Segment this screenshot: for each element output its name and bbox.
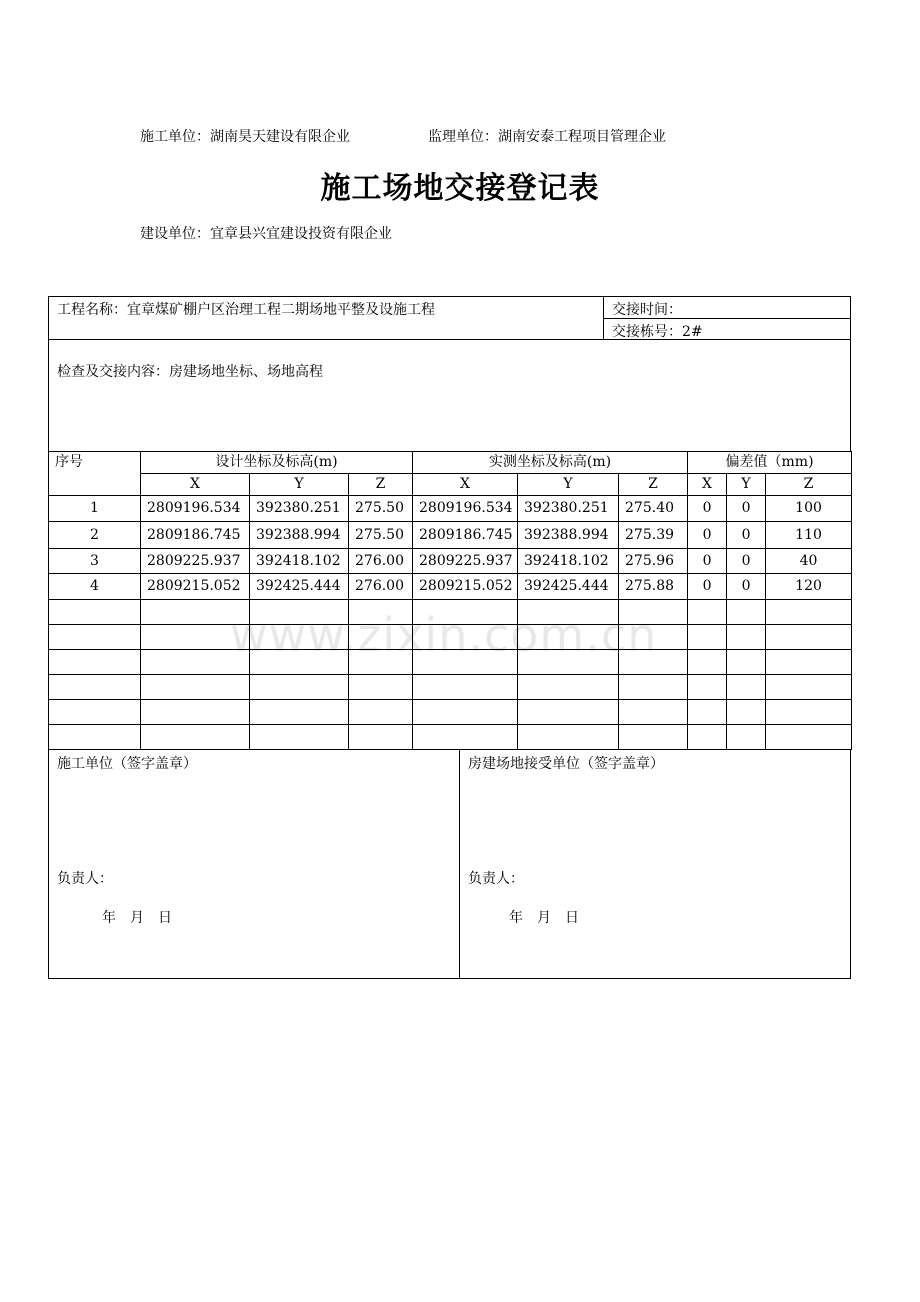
cell-deviation-y (727, 725, 766, 750)
cell-deviation-x: 0 (688, 574, 727, 600)
cell-measured-x (413, 700, 518, 725)
project-divider-main (48, 339, 851, 340)
cell-design-z: 275.50 (349, 522, 413, 549)
building-number: 交接栋号：2# (612, 324, 703, 340)
cell-seq (49, 600, 141, 625)
cell-measured-y (518, 700, 619, 725)
cell-deviation-x (688, 650, 727, 675)
cell-seq: 3 (49, 549, 141, 574)
cell-deviation-z (766, 675, 852, 700)
cell-seq (49, 725, 141, 750)
cell-design-z (349, 675, 413, 700)
cell-measured-y: 392425.444 (518, 574, 619, 600)
cell-deviation-x: 0 (688, 496, 727, 522)
table-row (49, 522, 852, 549)
subheader-measured-x: X (413, 474, 518, 496)
project-name: 工程名称：宜章煤矿棚户区治理工程二期场地平整及设施工程 (57, 302, 435, 318)
cell-deviation-y (727, 600, 766, 625)
cell-design-y: 392418.102 (250, 549, 349, 574)
cell-design-x (141, 675, 250, 700)
cell-measured-z: 275.39 (619, 522, 688, 549)
cell-deviation-y (727, 700, 766, 725)
cell-deviation-x: 0 (688, 522, 727, 549)
document-title: 施工场地交接登记表 (320, 171, 600, 206)
cell-deviation-z (766, 725, 852, 750)
cell-design-y (250, 675, 349, 700)
cell-deviation-y: 0 (727, 574, 766, 600)
cell-seq (49, 650, 141, 675)
cell-deviation-x (688, 700, 727, 725)
subheader-deviation-y: Y (727, 474, 766, 496)
cell-deviation-x: 0 (688, 549, 727, 574)
cell-deviation-y: 0 (727, 549, 766, 574)
coordinates-table (48, 451, 852, 750)
cell-deviation-z: 120 (766, 574, 852, 600)
cell-deviation-x (688, 625, 727, 650)
cell-seq (49, 625, 141, 650)
subheader-deviation-x: X (688, 474, 727, 496)
watermark-text: www.zixin.com.cn (230, 608, 658, 662)
receiving-sign-label: 房建场地接受单位（签字盖章） (468, 756, 664, 772)
deviation-header: 偏差值（mm) (688, 452, 852, 474)
supervision-unit-label: 监理单位：湖南安泰工程项目管理企业 (428, 129, 666, 145)
cell-design-x: 2809215.052 (141, 574, 250, 600)
cell-measured-x (413, 725, 518, 750)
table-row (49, 574, 852, 600)
cell-deviation-z (766, 700, 852, 725)
cell-measured-z (619, 725, 688, 750)
cell-seq: 2 (49, 522, 141, 549)
cell-design-y: 392380.251 (250, 496, 349, 522)
cell-measured-x: 2809196.534 (413, 496, 518, 522)
cell-seq (49, 675, 141, 700)
cell-measured-z: 275.40 (619, 496, 688, 522)
cell-design-y (250, 700, 349, 725)
table-row (49, 725, 852, 750)
cell-measured-x: 2809186.745 (413, 522, 518, 549)
cell-deviation-z (766, 625, 852, 650)
cell-deviation-y: 0 (727, 522, 766, 549)
cell-seq: 1 (49, 496, 141, 522)
cell-measured-x: 2809225.937 (413, 549, 518, 574)
signature-divider (459, 750, 460, 979)
cell-deviation-x (688, 600, 727, 625)
cell-design-z (349, 725, 413, 750)
cell-deviation-y (727, 625, 766, 650)
cell-design-z: 276.00 (349, 574, 413, 600)
cell-measured-y (518, 675, 619, 700)
cell-deviation-z (766, 650, 852, 675)
cell-measured-y: 392380.251 (518, 496, 619, 522)
cell-measured-z (619, 675, 688, 700)
cell-design-y: 392425.444 (250, 574, 349, 600)
cell-design-x: 2809186.745 (141, 522, 250, 549)
responsible-person-left: 负责人： (57, 871, 113, 887)
table-subheader-row (49, 474, 852, 496)
handover-time: 交接时间： (612, 302, 682, 318)
cell-measured-z: 275.88 (619, 574, 688, 600)
cell-measured-y (518, 725, 619, 750)
cell-measured-y: 392418.102 (518, 549, 619, 574)
cell-deviation-y (727, 650, 766, 675)
signature-box (48, 750, 851, 979)
table-row (49, 496, 852, 522)
cell-deviation-y: 0 (727, 496, 766, 522)
table-row (49, 675, 852, 700)
cell-measured-x (413, 675, 518, 700)
table-header-row (49, 452, 852, 474)
cell-design-z (349, 700, 413, 725)
cell-seq: 4 (49, 574, 141, 600)
cell-deviation-y (727, 675, 766, 700)
date-left: 年 月 日 (102, 910, 172, 926)
seq-header: 序号 (49, 452, 141, 496)
cell-design-z: 276.00 (349, 549, 413, 574)
cell-deviation-z: 110 (766, 522, 852, 549)
construction-unit-label: 施工单位：湖南昊天建设有限企业 (140, 129, 350, 145)
cell-deviation-z (766, 600, 852, 625)
inspection-content: 检查及交接内容：房建场地坐标、场地高程 (57, 364, 323, 380)
cell-measured-y: 392388.994 (518, 522, 619, 549)
cell-deviation-z: 40 (766, 549, 852, 574)
subheader-design-y: Y (250, 474, 349, 496)
cell-design-z: 275.50 (349, 496, 413, 522)
cell-design-x: 2809225.937 (141, 549, 250, 574)
cell-deviation-x (688, 725, 727, 750)
table-row (49, 549, 852, 574)
cell-design-y (250, 725, 349, 750)
construction-sign-label: 施工单位（签字盖章） (57, 756, 197, 772)
building-unit-label: 建设单位：宜章县兴宜建设投资有限企业 (140, 226, 392, 242)
design-coords-header: 设计坐标及标高(m) (141, 452, 413, 474)
cell-design-x (141, 700, 250, 725)
cell-measured-z (619, 700, 688, 725)
cell-design-y: 392388.994 (250, 522, 349, 549)
date-right: 年 月 日 (509, 910, 579, 926)
subheader-deviation-z: Z (766, 474, 852, 496)
measured-coords-header: 实测坐标及标高(m) (413, 452, 688, 474)
responsible-person-right: 负责人： (468, 871, 524, 887)
cell-seq (49, 700, 141, 725)
cell-measured-x: 2809215.052 (413, 574, 518, 600)
subheader-measured-z: Z (619, 474, 688, 496)
subheader-design-z: Z (349, 474, 413, 496)
cell-deviation-x (688, 675, 727, 700)
cell-deviation-z: 100 (766, 496, 852, 522)
subheader-measured-y: Y (518, 474, 619, 496)
cell-design-x (141, 725, 250, 750)
table-row (49, 700, 852, 725)
cell-design-x: 2809196.534 (141, 496, 250, 522)
subheader-design-x: X (141, 474, 250, 496)
cell-measured-z: 275.96 (619, 549, 688, 574)
